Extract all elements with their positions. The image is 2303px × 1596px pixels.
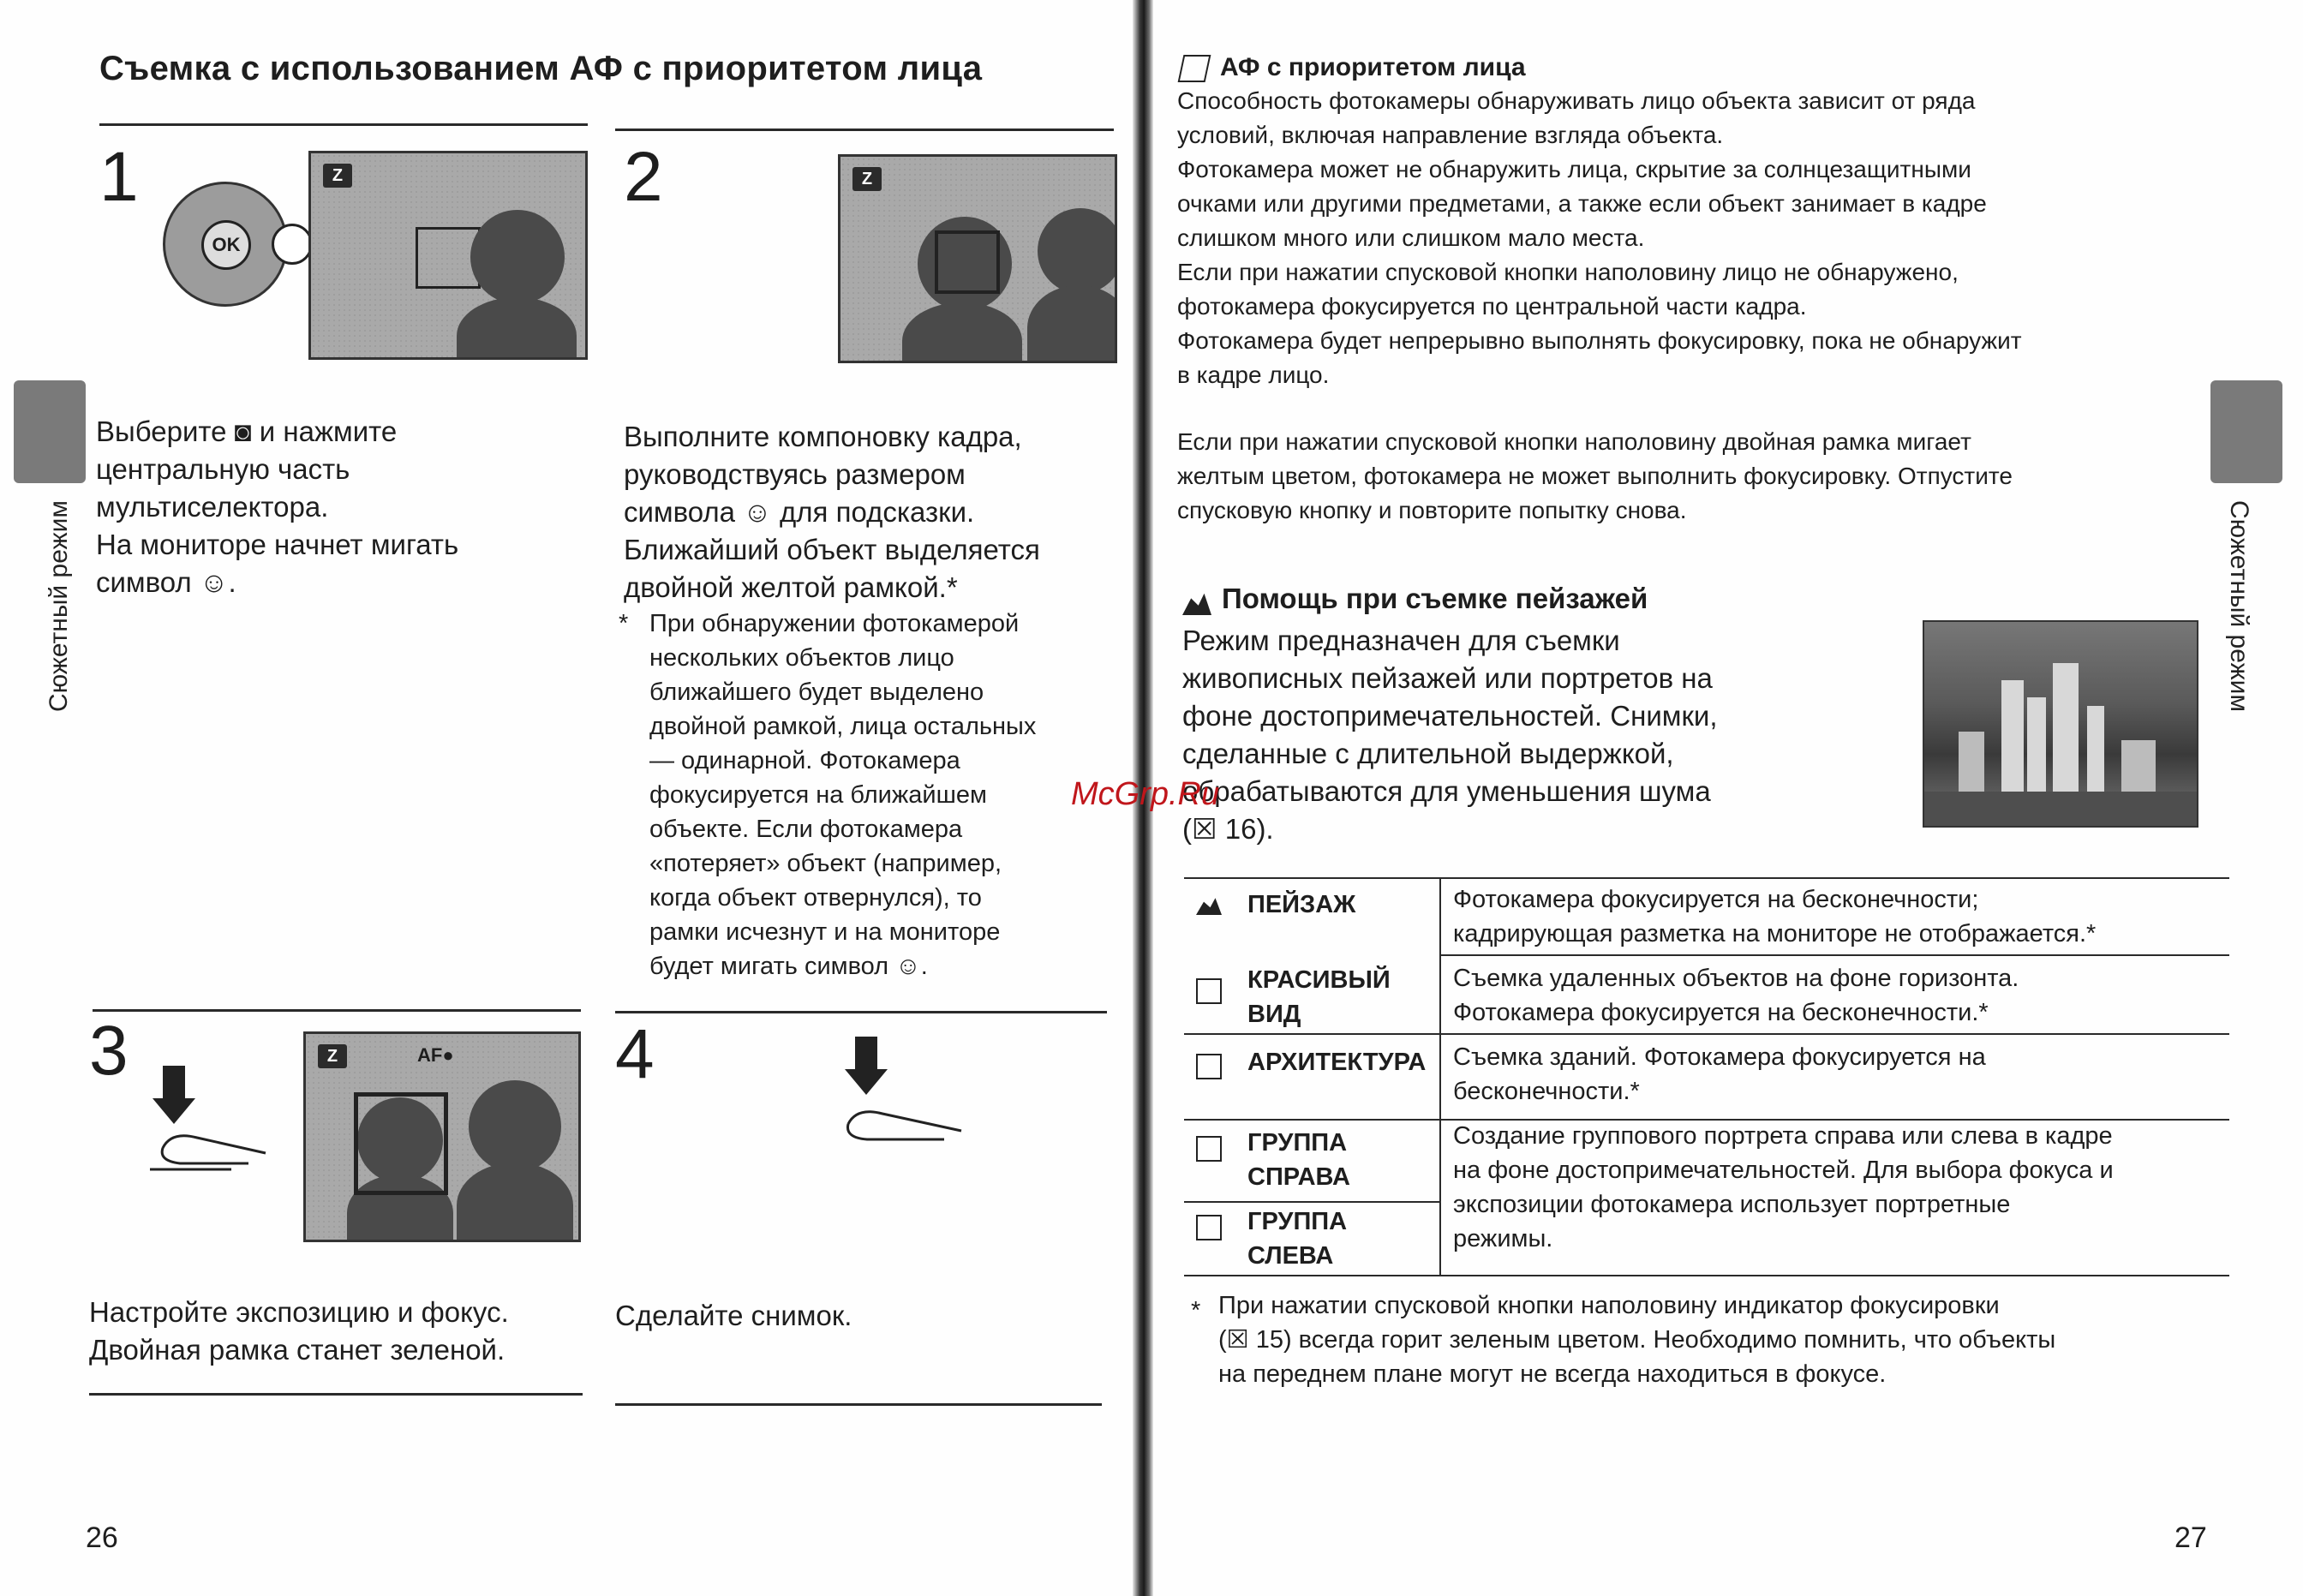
mode-name-group-left: ГРУППА СЛЕВА [1247,1208,1348,1270]
note-body: Способность фотокамеры обнаруживать лицо объекта зависит от ряда условий, включая направление взгляда объекта. Фотокамера может не обнаружить лица, скрытие за солнцезащитными очками или другими предметами, а также если объект занимает в кадре слишком много или слишком мало места. Если при нажатии спусковой кнопки наполовину лицо не обнаружено, фотокамера фокусируется по центральной части кадра. Фотокамера будет непрерывно выполнять фокусировку, пока не обнаружит в кадре лицо. Если при нажатии спусковой кнопки наполовину двойная рамка мигает желтым цветом, фотокамера не может выполнить фокусировку. Отпустите спусковую кнопку и повторите попытку снова. [1177,87,2022,523]
table-footnote-mark: * [1191,1297,1201,1324]
building [2053,663,2079,792]
scene-badge-icon: Z [318,1044,347,1068]
table-bottom-rule [1184,1275,2229,1276]
group-left-icon [1196,1215,1222,1240]
silhouette-head-icon [1038,208,1117,294]
step-number-3: 3 [89,1012,129,1090]
cityscape-photo [1923,620,2198,828]
footnote-mark: * [619,610,629,637]
press-down-arrow-icon [153,1098,195,1124]
press-down-arrow-icon [845,1069,888,1095]
building [1959,732,1984,792]
step-2-footnote: При обнаружении фотокамерой нескольких объектов лицо ближайшего будет выделено двойной рамкой, лица остальных — одинарной. Фотокамера фокусируется на ближайшем объекте. Если фотокамера «потеряет» объект (например, когда объект отвернулся), то рамки исчезнут и на мониторе будет мигать символ ☺. [649,610,1037,980]
building [2027,697,2046,792]
water [1924,792,2197,826]
step-4-bottom-rule [615,1403,1102,1406]
table-column-divider [1439,879,1441,1276]
step-3-rule [93,1009,581,1012]
section-title: Помощь при съемке пейзажей [1222,583,1648,614]
table-footnote: При нажатии спусковой кнопки наполовину индикатор фокусировки (☒ 15) всегда горит зеленым цветом. Необходимо помнить, что объекты на переднем плане могут не всегда находиться в фокусе. [1218,1292,2056,1388]
table-row-rule [1184,1201,1439,1203]
af-indicator: AF● [417,1044,454,1066]
note-title: АФ с приоритетом лица [1220,53,1526,81]
press-arrow-shaft [855,1037,877,1071]
camera-monitor-step2 [838,154,1117,363]
silhouette-body-icon [457,1163,573,1242]
group-right-icon [1196,1136,1222,1162]
table-row-rule [1441,954,2229,956]
silhouette-body-icon [1027,285,1117,363]
right-page [1153,0,2303,1596]
mode-desc-landscape: Фотокамера фокусируется на бесконечности; кадрирующая разметка на мониторе не отображается.* [1453,886,2097,947]
table-top-rule [1184,877,2229,879]
building [2121,740,2156,792]
landscape-icon [1196,896,1222,919]
step-3-text: Настройте экспозицию и фокус. Двойная рамка станет зеленой. [89,1296,509,1366]
press-arrow-shaft [163,1066,185,1100]
building [2001,680,2024,792]
silhouette-body-icon [902,302,1022,363]
step-number-1: 1 [99,138,139,216]
mode-name-group-right: ГРУППА СПРАВА [1247,1129,1350,1191]
note-pencil-icon [1178,55,1211,82]
mode-name-scenic: КРАСИВЫЙ ВИД [1247,966,1391,1028]
mode-desc-scenic: Съемка удаленных объектов на фоне горизонта. Фотокамера фокусируется на бесконечности.* [1453,965,2019,1026]
ok-button-icon: OK [201,220,251,270]
title-rule [99,123,588,126]
step-number-2: 2 [624,138,663,216]
building [2087,706,2104,792]
double-face-frame-icon [935,230,1000,294]
step-4-rule [615,1011,1107,1013]
left-page [0,0,1136,1596]
section-tab [14,380,86,483]
mode-desc-group: Создание группового портрета справа или слева в кадре на фоне достопримечательностей. Для выбора фокуса и экспозиции фотокамера использует портретные режимы. [1453,1122,2114,1252]
mode-name-architecture: АРХИТЕКТУРА [1247,1049,1427,1076]
mode-desc-architecture: Съемка зданий. Фотокамера фокусируется на бесконечности.* [1453,1043,1986,1105]
page-number-right: 27 [2174,1521,2207,1554]
step-1-text: Выберите ◙ и нажмите центральную часть мультиселектора. На мониторе начнет мигать символ ☺. [96,415,459,598]
scenic-view-icon [1196,978,1222,1004]
mode-name-landscape: ПЕЙЗАЖ [1247,891,1356,918]
camera-monitor-step3 [303,1031,581,1242]
right-arrow-icon [272,224,313,265]
section-side-label: Сюжетный режим [2225,500,2253,713]
section-tab [2210,380,2282,483]
finger-press-icon [146,1122,274,1174]
step-2-text: Выполните компоновку кадра, руководствуясь размером символа ☺ для подсказки. Ближайший объект выделяется двойной желтой рамкой.* [624,421,1040,603]
camera-monitor-step1 [308,151,588,360]
silhouette-body-icon [457,297,577,360]
silhouette-head-icon [470,210,565,304]
scene-badge-icon: Z [323,164,352,188]
section-side-label: Сюжетный режим [45,500,73,713]
table-row-rule [1184,1033,2229,1035]
page-title: Съемка с использованием АФ с приоритетом лица [99,50,983,87]
watermark: McGrp.Ru [1071,776,1220,812]
finger-press-icon [833,1097,970,1148]
page-number-left: 26 [86,1521,118,1554]
focus-frame-icon [354,1092,448,1195]
section-text: Режим предназначен для съемки живописных пейзажей или портретов на фоне достопримечательностей. Снимки, сделанные с длительной выдержкой, обрабатываются для уменьшения шума (☒ 16). [1182,625,1718,845]
silhouette-head-icon [469,1080,561,1173]
landscape-icon [1182,591,1211,615]
multiselector-icon [163,182,288,307]
scene-badge-icon: Z [852,167,882,191]
step-4-text: Сделайте снимок. [615,1300,852,1331]
step-number-4: 4 [615,1015,655,1093]
architecture-icon [1196,1054,1222,1079]
title-rule-2 [615,129,1114,131]
step-3-bottom-rule [89,1393,583,1396]
